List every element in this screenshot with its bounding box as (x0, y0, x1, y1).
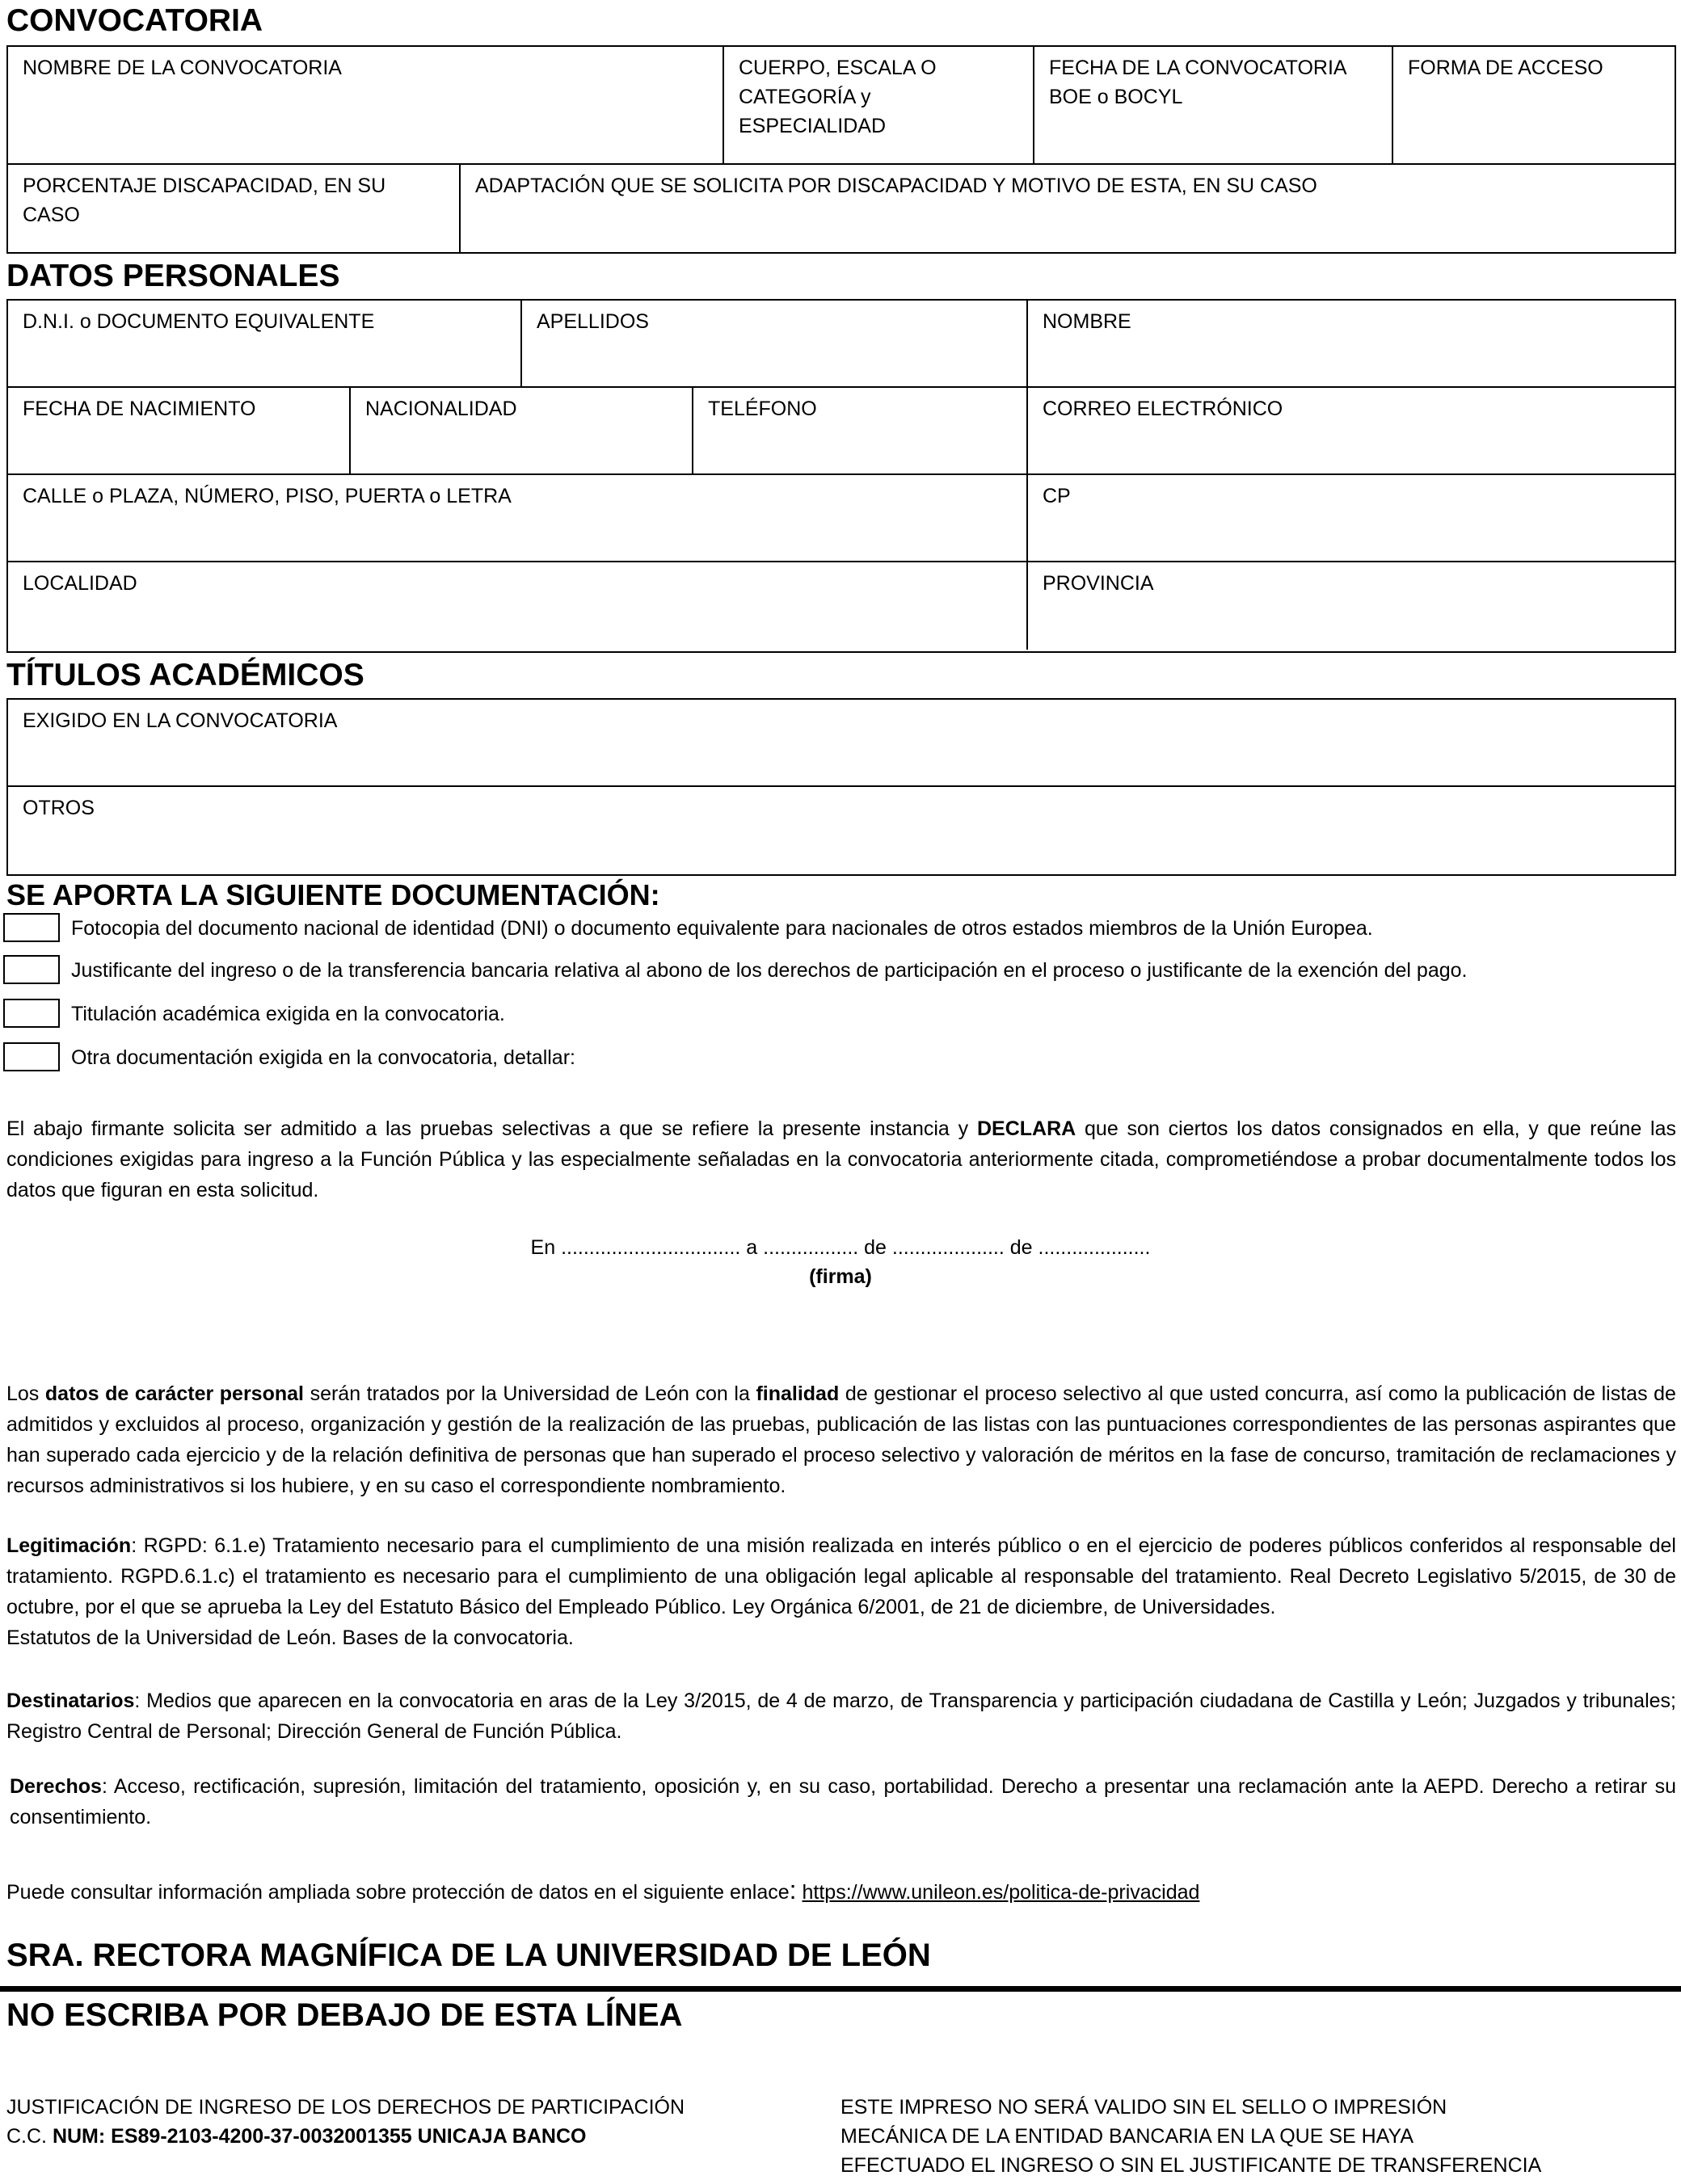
dni-label: D.N.I. o DOCUMENTO EQUIVALENTE (23, 310, 375, 333)
convocatoria-row-2 (8, 165, 1675, 252)
titulos-table (6, 698, 1676, 876)
datos-row-3 (8, 475, 1675, 562)
calle-label: CALLE o PLAZA, NÚMERO, PISO, PUERTA o LETRA (23, 485, 512, 507)
doc-checkbox-justificante[interactable] (3, 955, 60, 984)
firma-line (0, 1233, 1681, 1262)
doc-item-otra-label: Otra documentación exigida en la convocatoria, detallar: (71, 1046, 575, 1069)
fecha-nacimiento-field[interactable] (8, 388, 349, 473)
derechos-text: : Acceso, rectificación, supresión, limitación del tratamiento, oposición y, en su caso, portabilidad. Derecho a presentar una reclamación ante la AEPD. Derecho a retirar su consentimiento. (10, 1775, 1676, 1828)
nombre-field[interactable] (1026, 301, 1675, 386)
proteccion-p1-c: serán tratados por la Universidad de León con la (303, 1382, 756, 1405)
adaptacion-discapacidad-label: ADAPTACIÓN QUE SE SOLICITA POR DISCAPACIDAD Y MOTIVO DE ESTA, EN SU CASO (475, 175, 1317, 197)
cut-line (0, 1986, 1681, 1992)
cp-field[interactable] (1026, 475, 1675, 561)
proteccion-p1-e: de gestionar el proceso selectivo al que usted concurra, así como la publicación de listas de admitidos y excluidos al proceso, organización y gestión de la realización de las pruebas, publicación de las listas con las puntuaciones correspondientes de las personas aspirantes que han superado cada ejercicio y de la relación definitiva de personas que han superado el proceso selectivo y valoración de méritos en la fase de concurso, tramitación de reclamaciones y recursos administrativos si los hubiere, y en su caso el correspondiente nombramiento. (6, 1382, 1676, 1497)
titulo-exigido-label: EXIGIDO EN LA CONVOCATORIA (23, 709, 338, 732)
cp-label: CP (1043, 485, 1071, 507)
declaracion-paragraph (6, 1113, 1676, 1206)
convocatoria-table (6, 45, 1676, 254)
fecha-convocatoria-field[interactable] (1033, 47, 1392, 163)
footer-validez-2: MECÁNICA DE LA ENTIDAD BANCARIA EN LA QUE SE HAYA (840, 2125, 1413, 2148)
declaracion-text-2: que son ciertos los datos consignados en ella, y que reúne las condiciones exigidas para ingreso a la Función Pública y las especialmente señaladas en la convocatoria anteriormente citada, comprometiéndose a probar documentalmente todos los datos que figuran en esta solicitud. (6, 1117, 1677, 1201)
info-text: Puede consultar información ampliada sobre protección de datos en el siguiente enlace (6, 1881, 790, 1904)
doc-checkbox-dni[interactable] (3, 913, 60, 942)
proteccion-derechos (6, 1771, 1676, 1833)
doc-item-titulacion-label: Titulación académica exigida en la convocatoria. (71, 1003, 505, 1025)
localidad-label: LOCALIDAD (23, 572, 137, 595)
telefono-label: TELÉFONO (708, 398, 817, 420)
telefono-field[interactable] (692, 388, 1026, 473)
titulos-row-2 (8, 787, 1675, 874)
doc-item-dni (3, 913, 1676, 945)
doc-item-titulacion (3, 999, 1676, 1031)
datos-row-2 (8, 388, 1675, 475)
calle-field[interactable] (8, 475, 1026, 561)
proteccion-destinatarios (6, 1685, 1676, 1747)
fecha-nacimiento-label: FECHA DE NACIMIENTO (23, 398, 256, 420)
porcentaje-discapacidad-label: PORCENTAJE DISCAPACIDAD, EN SU CASO (23, 175, 386, 226)
titulos-row-1 (8, 700, 1675, 787)
cuerpo-escala-label-line2: CATEGORÍA y ESPECIALIDAD (739, 86, 887, 137)
nombre-convocatoria-field[interactable] (8, 47, 723, 163)
info-colon: : (789, 1875, 797, 1904)
destinatario-heading: SRA. RECTORA MAGNÍFICA DE LA UNIVERSIDAD DE LEÓN (6, 1938, 931, 1973)
footer-validez-3: EFECTUADO EL INGRESO O SIN EL JUSTIFICANTE DE TRANSFERENCIA (840, 2154, 1542, 2177)
convocatoria-row-1 (8, 47, 1675, 165)
doc-checkbox-titulacion[interactable] (3, 999, 60, 1028)
section-heading-documentacion: SE APORTA LA SIGUIENTE DOCUMENTACIÓN: (6, 878, 660, 911)
correo-field[interactable] (1026, 388, 1675, 473)
legitimacion-extra: Estatutos de la Universidad de León. Bases de la convocatoria. (6, 1626, 574, 1649)
doc-item-justificante-label: Justificante del ingreso o de la transferencia bancaria relativa al abono de los derechos de participación en el proceso o justificante de la exención del pago. (71, 959, 1468, 982)
privacy-policy-link[interactable]: https://www.unileon.es/politica-de-privacidad (802, 1881, 1200, 1904)
fecha-convocatoria-label-line1: FECHA DE LA CONVOCATORIA (1049, 57, 1347, 79)
cuerpo-escala-label-line1: CUERPO, ESCALA O (739, 57, 937, 79)
nacionalidad-field[interactable] (349, 388, 692, 473)
datos-row-4 (8, 562, 1675, 650)
declaracion-keyword: DECLARA (976, 1117, 1076, 1140)
proteccion-p1-d: finalidad (756, 1382, 840, 1405)
footer-justificacion: JUSTIFICACIÓN DE INGRESO DE LOS DERECHOS DE PARTICIPACIÓN (6, 2096, 685, 2119)
nombre-label: NOMBRE (1043, 310, 1131, 333)
footer-right (840, 2093, 1541, 2180)
section-heading-convocatoria: CONVOCATORIA (6, 3, 263, 38)
destinatarios-label: Destinatarios (6, 1690, 135, 1712)
doc-item-justificante (3, 955, 1676, 987)
localidad-field[interactable] (8, 562, 1026, 650)
titulo-otros-label: OTROS (23, 797, 95, 819)
footer-cuenta (6, 2122, 685, 2151)
forma-acceso-field[interactable] (1392, 47, 1675, 163)
fecha-convocatoria-label-line2: BOE o BOCYL (1049, 86, 1183, 108)
footer-left (6, 2093, 685, 2151)
firma-lugar-fecha[interactable]: En ................................ a ................. de .................... de .................... (530, 1236, 1151, 1259)
footer-cuenta-numero: NUM: ES89-2103-4200-37-0032001355 UNICAJA BANCO (52, 2125, 587, 2148)
proteccion-paragraph-1 (6, 1378, 1676, 1501)
datos-personales-table (6, 299, 1676, 653)
doc-item-dni-label: Fotocopia del documento nacional de identidad (DNI) o documento equivalente para nacionales de otros estados miembros de la Unión Europea. (71, 917, 1373, 940)
datos-row-1 (8, 301, 1675, 388)
provincia-field[interactable] (1026, 562, 1675, 650)
dni-field[interactable] (8, 301, 520, 386)
section-heading-titulos: TÍTULOS ACADÉMICOS (6, 658, 364, 692)
legitimacion-label: Legitimación (6, 1534, 132, 1557)
provincia-label: PROVINCIA (1043, 572, 1154, 595)
proteccion-info (6, 1875, 1676, 1908)
titulo-otros-field[interactable] (8, 787, 1675, 874)
firma-label: (firma) (809, 1265, 872, 1288)
destinatarios-text: : Medios que aparecen en la convocatoria en aras de la Ley 3/2015, de 4 de marzo, de Transparencia y participación ciudadana de Castilla y León; Juzgados y tribunales; Registro Central de Personal; Dirección General de Función Pública. (6, 1690, 1676, 1743)
porcentaje-discapacidad-field[interactable] (8, 165, 459, 252)
proteccion-legitimacion (6, 1530, 1676, 1653)
nombre-convocatoria-label: NOMBRE DE LA CONVOCATORIA (23, 57, 342, 79)
correo-label: CORREO ELECTRÓNICO (1043, 398, 1283, 420)
apellidos-label: APELLIDOS (537, 310, 649, 333)
cuerpo-escala-field[interactable] (723, 47, 1033, 163)
nacionalidad-label: NACIONALIDAD (365, 398, 517, 420)
declaracion-text-1: El abajo firmante solicita ser admitido a las pruebas selectivas a que se refiere la presente instancia y (6, 1117, 977, 1140)
doc-item-otra (3, 1042, 1676, 1075)
section-heading-datos-personales: DATOS PERSONALES (6, 259, 340, 293)
adaptacion-discapacidad-field[interactable] (459, 165, 1675, 252)
proteccion-p1-b: datos de carácter personal (44, 1382, 304, 1405)
derechos-label: Derechos (10, 1775, 102, 1798)
proteccion-p1-a: Los (6, 1382, 45, 1405)
no-escriba-heading: NO ESCRIBA POR DEBAJO DE ESTA LÍNEA (6, 1997, 683, 2033)
forma-acceso-label: FORMA DE ACCESO (1408, 57, 1603, 79)
footer-validez-1: ESTE IMPRESO NO SERÁ VALIDO SIN EL SELLO O IMPRESIÓN (840, 2096, 1447, 2119)
doc-checkbox-otra[interactable] (3, 1042, 60, 1071)
titulo-exigido-field[interactable] (8, 700, 1675, 785)
footer-cuenta-prefix: C.C. (6, 2125, 53, 2148)
apellidos-field[interactable] (520, 301, 1026, 386)
legitimacion-text: : RGPD: 6.1.e) Tratamiento necesario para el cumplimiento de una misión realizada en interés público o en el ejercicio de poderes públicos conferidos al responsable del tratamiento. RGPD.6.1.c) el tratamiento es necesario para el cumplimiento de una obligación legal aplicable al responsable del tratamiento. Real Decreto Legislativo 5/2015, de 30 de octubre, por el que se aprueba la Ley del Estatuto Básico del Empleado Público. Ley Orgánica 6/2001, de 21 de diciembre, de Universidades. (6, 1534, 1676, 1618)
